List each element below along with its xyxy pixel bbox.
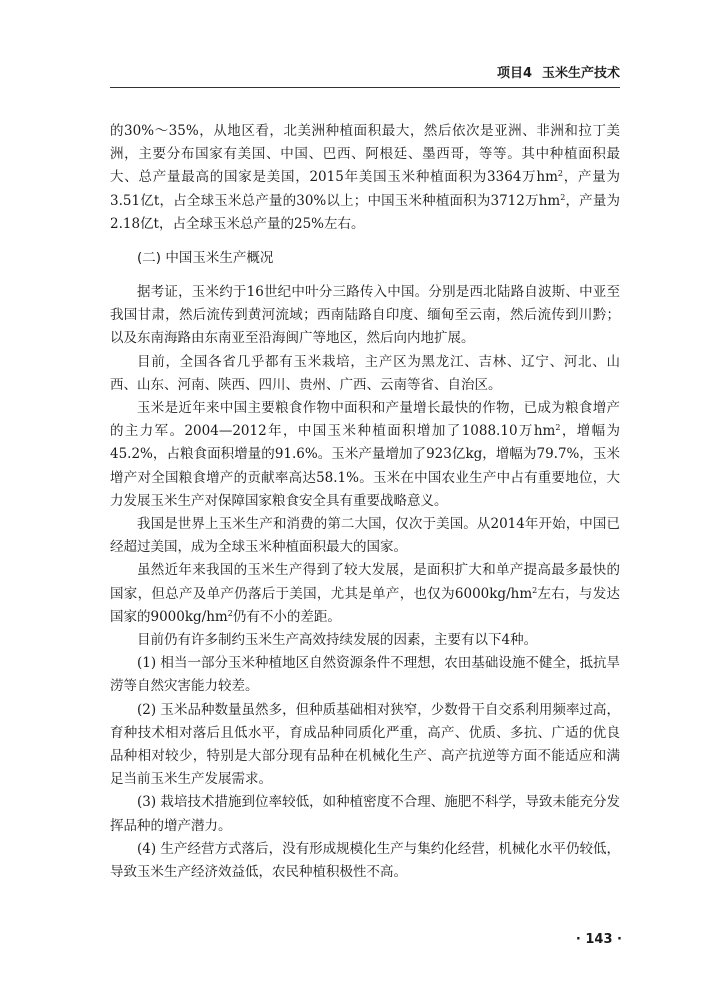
paragraph-growth: 玉米是近年来中国主要粮食作物中面积和产量增长最快的作物，已成为粮食增产的主力军。2004—2012年，中国玉米种植面积增加了1088.10万$hm^2$，增幅为45.2%，占粮食面积增量的91.6%。玉米产量增加了923亿kg，增幅为79.7%，玉米增产对全国粮食增产的贡献率高达58.1%。玉米在中国农业生产中占有重要地位，大力发展玉米生产对保障国家粮食安全具有重要战略意义。	[110, 400, 620, 509]
running-header	[110, 59, 620, 88]
page-body	[110, 120, 620, 884]
paragraph-rank: 我国是世界上玉米生产和消费的第二大国，仅次于美国。从2014年开始，中国已经超过美国，成为全球玉米种植面积最大的国家。	[110, 516, 620, 556]
paragraph-history: 据考证，玉米约于16世纪中叶分三路传入中国。分别是西北陆路自波斯、中亚至我国甘肃，然后流传到黄河流域；西南陆路自印度、缅甸至云南，然后流传到川黔；以及东南海路由东南亚至沿海闽广等地区，然后向内地扩展。	[110, 284, 620, 347]
list-item-factor-1: (1) 相当一部分玉米种植地区自然资源条件不理想，农田基础设施不健全，抵抗旱涝等自然灾害能力较差。	[110, 655, 620, 695]
page-number: · 143 ·	[575, 932, 622, 947]
list-item-factor-4: (4) 生产经营方式落后，没有形成规模化生产与集约化经营，机械化水平仍较低，导致玉米生产经济效益低，农民种植积极性不高。	[110, 840, 620, 881]
section-heading: (二) 中国玉米生产概况	[137, 250, 274, 267]
list-item-factor-3: (3) 栽培技术措施到位率较低，如种植密度不合理、施肥不科学，导致未能充分发挥品种的增产潜力。	[110, 794, 620, 834]
paragraph-yield: 虽然近年来我国的玉米生产得到了较大发展，是面积扩大和单产提高最多最快的国家，但总产及单产仍落后于美国，尤其是单产，也仅为$6000kg/hm^2$左右，与发达国家的$9000kg/hm^2$仍有不小的差距。	[110, 562, 620, 625]
paragraph-regions: 目前，全国各省几乎都有玉米栽培，主产区为黑龙江、吉林、辽宁、河北、山西、山东、河南、陕西、四川、贵州、广西、云南等省、自治区。	[110, 353, 620, 393]
header-chapter-title: 玉米生产技术	[541, 66, 620, 81]
paragraph-factors-intro: 目前仍有许多制约玉米生产高效持续发展的因素，主要有以下4种。	[137, 632, 538, 649]
paragraph-continued: 的30%～35%，从地区看，北美洲种植面积最大，然后依次是亚洲、非洲和拉丁美洲，主要分布国家有美国、中国、巴西、阿根廷、墨西哥，等等。其中种植面积最大、总产量最高的国家是美国，2015年美国玉米种植面积为3364万$hm^2$，产量为3.51亿t，占全球玉米总产量的30%以上；中国玉米种植面积为3712万$hm^2$，产量为2.18亿t，占全球玉米总产量的25%左右。	[110, 123, 621, 232]
header-project-number: 项目4	[496, 66, 532, 81]
list-item-factor-2: (2) 玉米品种数量虽然多，但种质基础相对狭窄，少数骨干自交系利用频率过高，育种技术相对落后且低水平，育成品种同质化严重，高产、优质、多抗、广适的优良品种相对较少，特别是大部分现有品种在机械化生产、高产抗逆等方面不能适应和满足当前玉米生产发展需求。	[110, 701, 620, 788]
